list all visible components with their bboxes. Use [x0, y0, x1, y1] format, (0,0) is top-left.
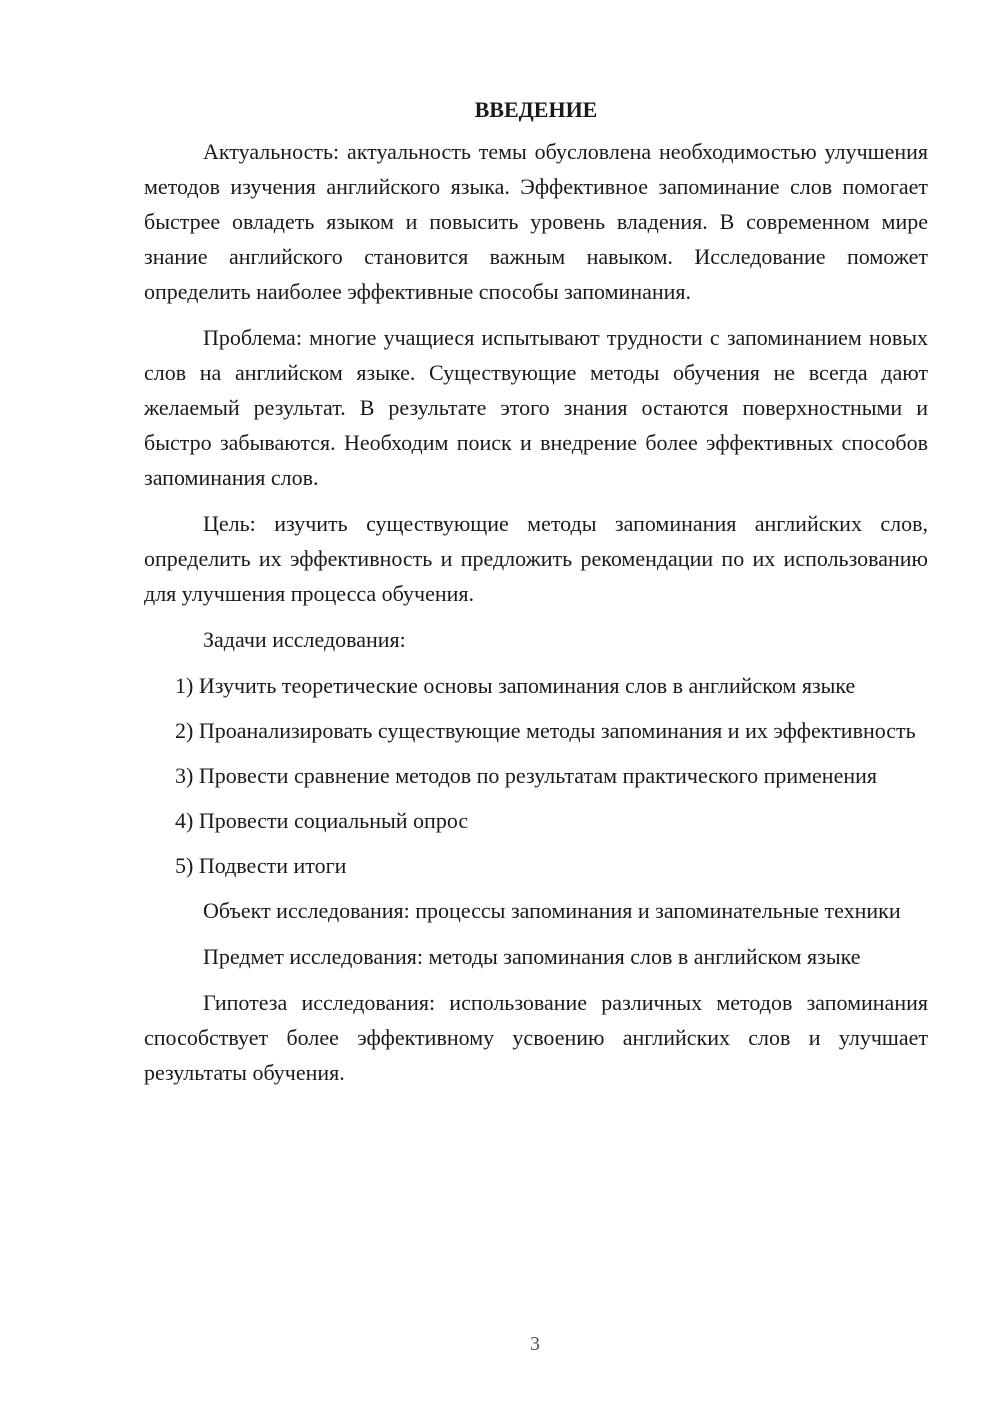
document-page — [144, 92, 928, 1101]
task-item-5: 5) Подвести итоги — [175, 853, 347, 878]
paragraph-goal: Цель: изучить существующие методы запоминания английских слов, определить их эффективность и предложить рекомендации по их использованию для улучшения процесса обучения. — [144, 511, 928, 606]
paragraph-tasks-heading: Задачи исследования: — [203, 627, 406, 652]
task-item-3: 3) Провести сравнение методов по результатам практического применения — [175, 763, 878, 788]
paragraph-relevance: Актуальность: актуальность темы обусловлена необходимостью улучшения методов изучения английского языка. Эффективное запоминание слов помогает быстрее овладеть языком и повысить уровень владения. В современном мире знание английского становится важным навыком. Исследование поможет определить наиболее эффективные способы запоминания. — [144, 139, 928, 304]
paragraph-subject: Предмет исследования: методы запоминания слов в английском языке — [203, 944, 861, 969]
task-item-1: 1) Изучить теоретические основы запоминания слов в английском языке — [175, 673, 856, 698]
task-item-2: 2) Проанализировать существующие методы запоминания и их эффективность — [175, 718, 916, 743]
paragraph-problem: Проблема: многие учащиеся испытывают трудности с запоминанием новых слов на английском языке. Существующие методы обучения не всегда дают желаемый результат. В результате этого знания остаются поверхностными и быстро забываются. Необходим поиск и внедрение более эффективных способов запоминания слов. — [144, 325, 928, 490]
paragraph-object: Объект исследования: процессы запоминания и запоминательные техники — [203, 898, 901, 923]
paragraph-hypothesis: Гипотеза исследования: использование различных методов запоминания способствует более эффективному усвоению английских слов и улучшает результаты обучения. — [144, 990, 928, 1085]
task-item-4: 4) Провести социальный опрос — [175, 808, 469, 833]
document-title: ВВЕДЕНИЕ — [474, 97, 598, 122]
page-number: 3 — [530, 1333, 540, 1355]
